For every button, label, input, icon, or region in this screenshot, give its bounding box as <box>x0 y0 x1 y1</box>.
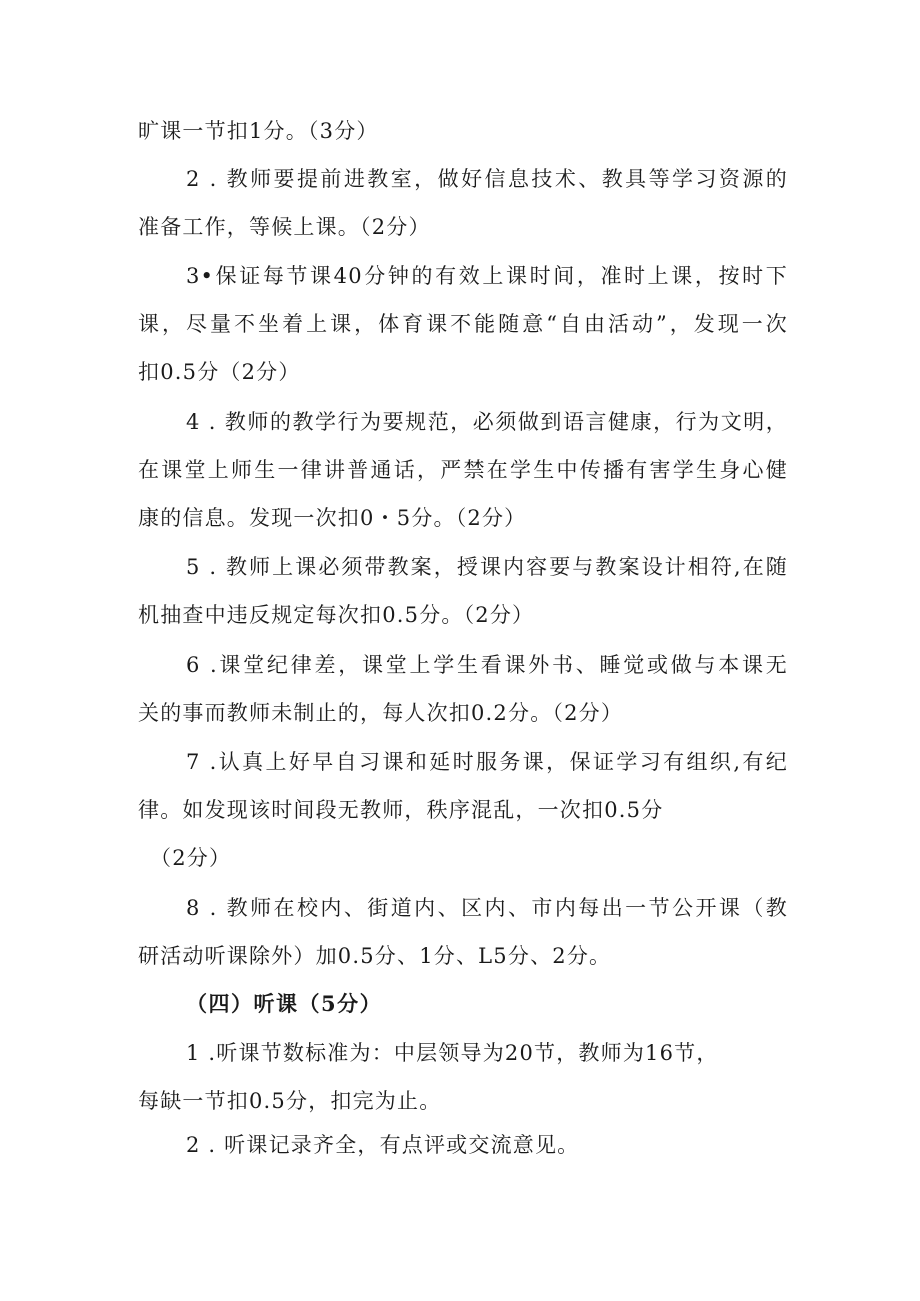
text-line-2: 2 . 教师要提前进教室，做好信息技术、教具等学习资源的 <box>186 167 788 191</box>
text-line-7: 4 . 教师的教学行为要规范，必须做到语言健康，行为文明， <box>186 410 788 434</box>
text-line-22: 2 . 听课记录齐全，有点评或交流意见。 <box>186 1133 580 1157</box>
text-line-17: 8 . 教师在校内、街道内、区内、市内每出一节公开课（教 <box>186 896 788 920</box>
text-line-13: 关的事而教师未制止的，每人次扣0.2分。（2分） <box>138 701 624 725</box>
text-line-9: 康的信息。发现一次扣0・5分。（2分） <box>138 506 527 530</box>
text-line-8: 在课堂上师生一律讲普通话，严禁在学生中传播有害学生身心健 <box>138 458 788 482</box>
section-heading: （四）听课（5分） <box>186 991 383 1016</box>
text-line-4: 3•保证每节课40分钟的有效上课时间，准时上课，按时下 <box>186 264 788 288</box>
text-line-11: 机抽查中违反规定每次扣0.5分。（2分） <box>138 603 535 627</box>
text-line-14: 7 .认真上好早自习课和延时服务课，保证学习有组织,有纪 <box>186 750 788 774</box>
text-line-16: （2分） <box>150 846 232 870</box>
text-line-3: 准备工作，等候上课。（2分） <box>138 215 431 239</box>
text-line-15: 律。如发现该时间段无教师，秩序混乱，一次扣0.5分 <box>138 798 664 822</box>
text-line-10: 5 . 教师上课必须带教案，授课内容要与教案设计相符,在随 <box>186 555 788 579</box>
text-line-1: 旷课一节扣1分。（3分） <box>138 119 379 143</box>
text-line-6: 扣0.5分（2分） <box>138 360 301 384</box>
text-line-21: 每缺一节扣0.5分，扣完为止。 <box>138 1089 442 1113</box>
text-line-18: 研活动听课除外）加0.5分、1分、L5分、2分。 <box>138 944 612 968</box>
text-line-20: 1 .听课节数标准为：中层领导为20节，教师为16节， <box>186 1041 719 1065</box>
text-line-12: 6 .课堂纪律差，课堂上学生看课外书、睡觉或做与本课无 <box>186 653 788 677</box>
text-line-5: 课，尽量不坐着上课，体育课不能随意“自由活动”，发现一次 <box>138 312 788 336</box>
